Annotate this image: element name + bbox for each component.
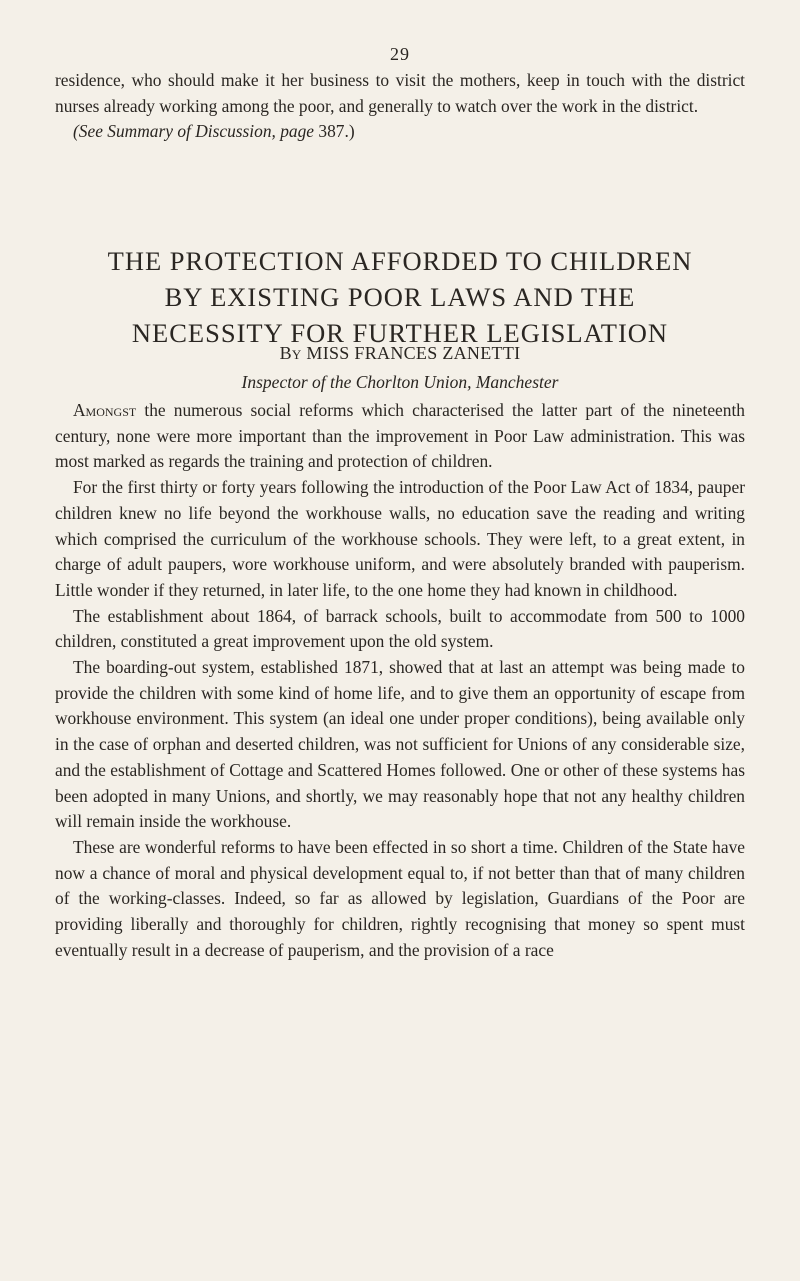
paragraph-5: These are wonderful reforms to have been effected in so short a time. Children of the State have now a chance of moral and physical development equal to, if not better than that of many children of the working-classes. Indeed, so far as allowed by legislation, Guardians of the Poor are providing liberally and thoroughly for children, rightly recognising that money so spent must eventually result in a decrease of pauperism, and the provision of a race	[55, 836, 745, 960]
title-line-3: NECESSITY FOR FURTHER LEGISLATION	[131, 318, 669, 348]
see-summary-note	[55, 119, 745, 145]
see-summary-text: See Summary of Discussion, page	[78, 121, 315, 142]
intro-paragraph: residence, who should make it her business to visit the mothers, keep in touch with the district nurses already working among the poor, and generally to watch over the work in the district.	[55, 70, 745, 116]
page-number: 29	[390, 44, 410, 64]
author-role: Inspector of the Chorlton Union, Manchester	[241, 372, 559, 392]
paragraph-1	[55, 398, 745, 475]
article-body	[55, 398, 745, 963]
see-summary-open: (	[73, 121, 79, 142]
intro-section	[55, 68, 745, 145]
byline	[0, 343, 800, 364]
paragraph-2: For the first thirty or forty years following the introduction of the Poor Law Act of 1834, pauper children knew no life beyond the workhouse walls, no education save the reading and writing which comprised the curriculum of the workhouse schools. They were left, to a great extent, in charge of adult paupers, wore workhouse uniform, and were absolutely branded with pauperism. Little wonder if they returned, in later life, to the one home they had known in childhood.	[55, 477, 745, 600]
paragraph-4: The boarding-out system, established 1871, showed that at last an attempt was being made to provide the children with some kind of home life, and to give them an opportunity of escape from workhouse environment. This system (an ideal one under proper conditions), being available only in the case of orphan and deserted children, was not sufficient for Unions of any considerable size, and the establishment of Cottage and Scattered Homes followed. One or other of these systems has been adopted in many Unions, and shortly, we may reasonably hope that not any healthy children will remain inside the workhouse.	[55, 657, 745, 832]
article-title	[0, 243, 800, 351]
see-summary-page: 387.)	[314, 121, 355, 142]
title-line-2: BY EXISTING POOR LAWS AND THE	[164, 282, 636, 312]
paragraph-3: The establishment about 1864, of barrack schools, built to accommodate from 500 to 1000 children, constituted a great improvement upon the old system.	[55, 605, 745, 652]
paragraph-1-rest: the numerous social reforms which characterised the latter part of the nineteenth century, none were more important than the improvement in Poor Law administration. This was most marked as regards the training and protection of children.	[55, 400, 745, 472]
title-line-1: THE PROTECTION AFFORDED TO CHILDREN	[107, 246, 693, 276]
byline-by: By	[279, 343, 302, 363]
paragraph-1-lead: Amongst	[73, 400, 137, 420]
byline-author: MISS FRANCES ZANETTI	[306, 343, 521, 363]
